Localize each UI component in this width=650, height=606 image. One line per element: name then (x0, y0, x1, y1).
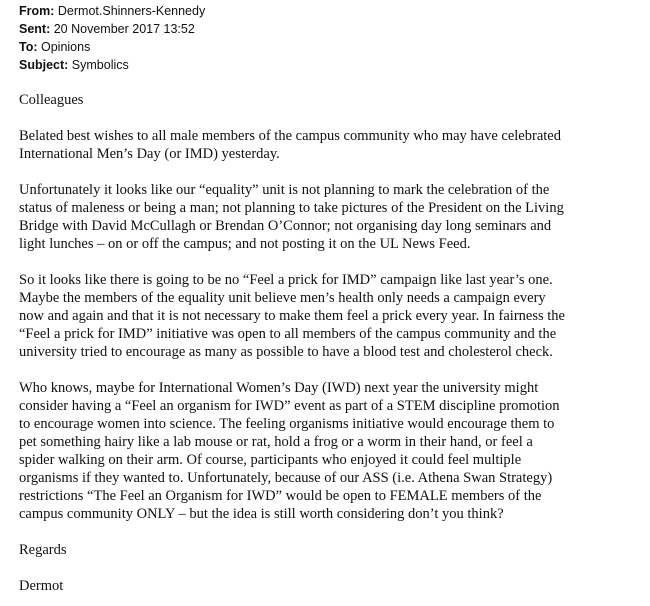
from-row (19, 2, 205, 20)
closing: Regards (19, 542, 67, 558)
paragraph-2 (19, 181, 629, 253)
paragraph-line: university tried to encourage as many as possible to have a blood test and cholesterol check. (19, 344, 553, 360)
paragraph-line: Maybe the members of the equality unit believe men’s health only needs a campaign every (19, 290, 546, 306)
paragraph-line: International Men’s Day (or IMD) yesterday. (19, 146, 280, 162)
paragraph-line: Belated best wishes to all male members of the campus community who may have celebrated (19, 128, 561, 144)
from-label: From: (19, 4, 55, 18)
email-body (19, 91, 629, 595)
paragraph-line: restrictions “The Feel an Organism for IWD” would be open to FEMALE members of the (19, 488, 542, 504)
paragraph-line: spider walking on their arm. Of course, participants who enjoyed it could feel multiple (19, 452, 522, 468)
paragraph-line: pet something hairy like a lab mouse or rat, hold a frog or a worm in their hand, or feel a (19, 434, 533, 450)
sent-row (19, 20, 205, 38)
paragraph-line: Unfortunately it looks like our “equality” unit is not planning to mark the celebration of the (19, 182, 550, 198)
subject-value: Symbolics (71, 58, 129, 72)
sent-value: 20 November 2017 13:52 (53, 22, 195, 36)
subject-row (19, 56, 205, 74)
paragraph-line: to encourage women into science. The feeling organisms initiative would encourage them to (19, 416, 555, 432)
paragraph-line: So it looks like there is going to be no “Feel a prick for IMD” campaign like last year’s one. (19, 272, 553, 288)
paragraph-line: Bridge with David McCullagh or Brendan O’Connor; not organising day long seminars and (19, 218, 552, 234)
sent-label: Sent: (19, 22, 51, 36)
from-value: Dermot.Shinners-Kennedy (57, 4, 206, 18)
paragraph-line: organisms if they wanted to. Unfortunately, because of our ASS (i.e. Athena Swan Strategy) (19, 470, 553, 486)
email-headers (19, 2, 205, 74)
paragraph-1 (19, 127, 629, 163)
paragraph-line: status of maleness or being a man; not planning to take pictures of the President on the Living (19, 200, 564, 216)
subject-label: Subject: (19, 58, 69, 72)
paragraph-line: campus community ONLY – but the idea is still worth considering don’t you think? (19, 506, 504, 522)
paragraph-line: “Feel a prick for IMD” initiative was open to all members of the campus community and the (19, 326, 557, 342)
paragraph-4 (19, 379, 629, 523)
paragraph-line: light lunches – on or off the campus; and not posting it on the UL News Feed. (19, 236, 471, 252)
to-row (19, 38, 205, 56)
signature: Dermot (19, 578, 64, 594)
to-label: To: (19, 40, 38, 54)
paragraph-line: now and again and that it is not necessary to make them feel a prick every year. In fairness the (19, 308, 565, 324)
to-value: Opinions (41, 40, 91, 54)
paragraph-line: Who knows, maybe for International Women’s Day (IWD) next year the university might (19, 380, 539, 396)
paragraph-3 (19, 271, 629, 361)
greeting: Colleagues (19, 92, 84, 108)
paragraph-line: consider having a “Feel an organism for IWD” event as part of a STEM discipline promotion (19, 398, 560, 414)
